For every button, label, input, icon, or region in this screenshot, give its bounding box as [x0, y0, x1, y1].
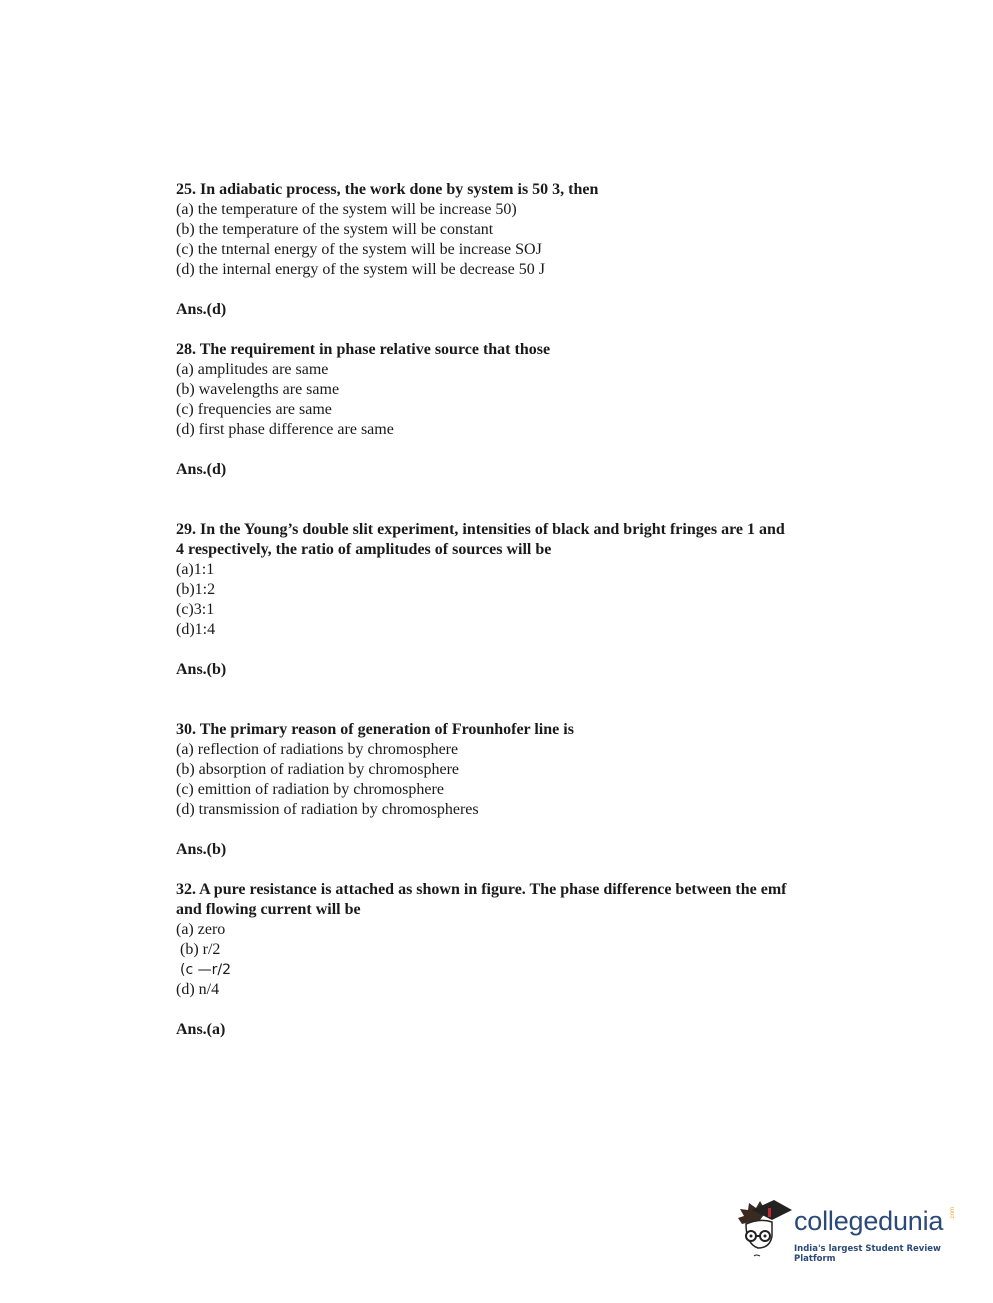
question-title: 28. The requirement in phase relative source that those: [176, 341, 551, 358]
option-c: (c) emittion of radiation by chromosphere: [176, 781, 444, 798]
question-sheet: [176, 180, 856, 1060]
answer: Ans.(d): [176, 461, 227, 478]
option-b: (b) wavelengths are same: [176, 381, 340, 398]
answer: Ans.(d): [176, 301, 227, 318]
question-title-line2: 4 respectively, the ratio of amplitudes of sources will be: [176, 541, 552, 558]
option-a: (a) reflection of radiations by chromosphere: [176, 741, 459, 758]
spacer: [176, 700, 856, 720]
question-29: [176, 520, 856, 680]
question-title: 30. The primary reason of generation of Frounhofer line is: [176, 721, 574, 738]
question-title-line2: and flowing current will be: [176, 901, 361, 918]
option-b: (b) r/2: [180, 941, 221, 958]
option-c: (c) the tnternal energy of the system will be increase SOJ: [176, 241, 542, 258]
collegedunia-logo: [736, 1198, 961, 1268]
mascot-icon: [736, 1198, 792, 1258]
spacer: [176, 500, 856, 520]
answer: Ans.(a): [176, 1021, 226, 1038]
answer: Ans.(b): [176, 661, 227, 678]
option-b: (b) absorption of radiation by chromosphere: [176, 761, 460, 778]
question-32: [176, 880, 856, 1040]
option-c: (c)3:1: [176, 601, 215, 618]
question-title: 25. In adiabatic process, the work done by system is 50 3, then: [176, 181, 599, 198]
question-30: [176, 720, 856, 860]
question-title-line1: 29. In the Young’s double slit experiment, intensities of black and bright fringes are 1 and: [176, 521, 785, 538]
logo-suffix: .com: [950, 1206, 956, 1220]
option-c: (c) frequencies are same: [176, 401, 332, 418]
answer: Ans.(b): [176, 841, 227, 858]
option-a: (a) zero: [176, 921, 226, 938]
question-28: [176, 340, 856, 480]
logo-tagline: India's largest Student Review Platform: [794, 1244, 941, 1264]
option-d: (d)1:4: [176, 621, 216, 638]
option-d: (d) the internal energy of the system will be decrease 50 J: [176, 261, 545, 278]
option-a: (a)1:1: [176, 561, 215, 578]
question-title-line1: 32. A pure resistance is attached as shown in figure. The phase difference between the emf: [176, 881, 787, 898]
option-d: (d) n/4: [176, 981, 220, 998]
option-b: (b)1:2: [176, 581, 216, 598]
option-c: (c —r/2: [180, 962, 231, 978]
option-a: (a) amplitudes are same: [176, 361, 329, 378]
option-d: (d) transmission of radiation by chromospheres: [176, 801, 479, 818]
logo-wordmark: collegedunia: [794, 1206, 944, 1236]
option-d: (d) first phase difference are same: [176, 421, 394, 438]
option-b: (b) the temperature of the system will be constant: [176, 221, 494, 238]
option-a: (a) the temperature of the system will be increase 50): [176, 201, 517, 218]
question-25: [176, 180, 856, 320]
